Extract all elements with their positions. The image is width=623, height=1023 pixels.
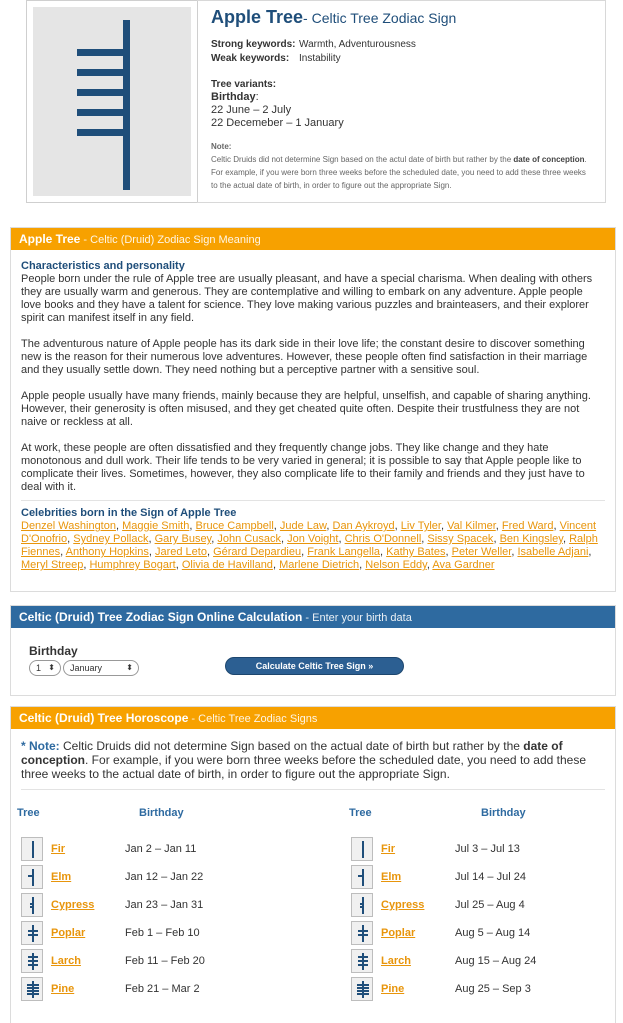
ogham-icon [351,977,373,1001]
col-tree-left: Tree [17,807,40,819]
celebrity-link[interactable]: Vincent D'Onofrio [21,520,597,545]
celebrity-link[interactable]: Sydney Pollack [73,533,149,545]
meaning-header: Apple Tree - Celtic (Druid) Zodiac Sign Meaning [11,228,615,250]
paragraph: Apple people usually have many friends, mainly because they are helpful, unselfish, and capable of sharing anything. However, their generosity is often misused, and they get cheated quite often. Despite their trustfulness they are not naive or reckless at all. [21,390,591,428]
strong-keywords: Strong keywords: Warmth, Adventurousness [211,39,416,50]
ogham-glyph-icon [33,7,191,196]
table-row [351,949,601,975]
celebrity-link[interactable]: Olivia de Havilland [181,559,273,571]
ogham-icon [21,893,43,917]
tree-link[interactable]: Larch [51,955,81,967]
tree-link[interactable]: Cypress [51,899,95,911]
day-select[interactable]: 1 ⬍ [29,660,61,676]
table-row [21,977,271,1003]
celebrities-list: Denzel Washington, Maggie Smith, Bruce Campbell, Jude Law, Dan Aykroyd, Liv Tyler, Val Kilmer, Fred Ward, Vincent D'Onofrio, Sydney Pollack, Gary Busey, John Cusack, Jon Voight, Chris O'Donnell, Sissy Spacek, Ben Kingsley, Ralph Fiennes, Anthony Hopkins, Jared Leto, Gérard Depardieu, Frank Langella, Kathy Bates, Peter Weller, Isabelle Adjani, Meryl Streep, Humphrey Bogart, Olivia de Havilland, Marlene Dietrich, Nelson Eddy, Ava Gardner [21,520,598,571]
celebrity-link[interactable]: Ava Gardner [432,559,495,571]
ogham-icon [21,977,43,1001]
tree-dates: Feb 1 – Feb 10 [125,927,200,939]
table-row [21,893,271,919]
page-title: Apple Tree- Celtic Tree Zodiac Sign [211,7,457,27]
paragraph: At work, these people are often dissatisfied and they frequently change jobs. They like change and they hate monotonous and dull work. Their life tends to be very varied in general; it is possible to say that Apple people like to complicate their lives. Sometimes, however, they also complicate life to their family and friends and they just have to deal with it. [21,442,585,493]
col-birthday-left: Birthday [139,807,184,819]
celebrity-link[interactable]: Maggie Smith [122,520,190,532]
characteristics-heading: Characteristics and personality [21,260,185,272]
ogham-icon [351,865,373,889]
celebrity-link[interactable]: Ben Kingsley [499,533,563,545]
celebrity-link[interactable]: Kathy Bates [386,546,446,558]
celebrity-link[interactable]: Anthony Hopkins [65,546,149,558]
table-row [21,949,271,975]
tree-link[interactable]: Pine [51,983,75,995]
weak-keywords: Weak keywords: Instability [211,53,341,64]
chevron-down-icon: ⬍ [48,663,55,672]
horoscope-note: * Note: Celtic Druids did not determine Sign based on the actual date of birth but rather by the date of conception. For example, if you were born three weeks before the scheduled date, you need to add these three weeks to the actual date of birth, in order to figure out the appropriate Sign. [21,739,586,781]
horoscope-panel [10,706,616,1023]
ogham-icon [351,921,373,945]
tree-link[interactable]: Fir [51,843,66,855]
tree-link[interactable]: Elm [381,871,402,883]
table-row [351,837,601,863]
note: Note: Celtic Druids did not determine Sign based on the actul date of birth but rather by the date of conception. For example, if you were born three weeks before the scheduled date, you need to add these three weeks to the actual date of birth, in order to figure out the appropriate Sign. [211,142,587,190]
chevron-down-icon: ⬍ [126,663,133,672]
tree-link[interactable]: Elm [51,871,72,883]
celebrity-link[interactable]: Chris O'Donnell [344,533,422,545]
tree-variants: Tree variants: Birthday: 22 June – 2 July 22 Decemeber – 1 January [211,79,344,129]
horoscope-header: Celtic (Druid) Tree Horoscope - Celtic Tree Zodiac Signs [11,707,615,729]
ogham-icon [21,949,43,973]
celebrity-link[interactable]: Meryl Streep [21,559,84,571]
calculation-panel [10,605,616,696]
ogham-icon [351,893,373,917]
tree-dates: Feb 11 – Feb 20 [125,955,205,967]
table-row [351,865,601,891]
calculation-header: Celtic (Druid) Tree Zodiac Sign Online Calculation - Enter your birth data [11,606,615,628]
celebrity-link[interactable]: Denzel Washington [21,520,116,532]
celebrity-link[interactable]: Gary Busey [154,533,212,545]
tree-dates: Jan 2 – Jan 11 [125,843,197,855]
celebrity-link[interactable]: Jude Law [279,520,327,532]
tree-dates: Jan 23 – Jan 31 [125,899,204,911]
ogham-icon [21,921,43,945]
col-birthday-right: Birthday [481,807,526,819]
celebrity-link[interactable]: John Cusack [217,533,281,545]
celebrity-link[interactable]: Humphrey Bogart [89,559,176,571]
meaning-panel [10,227,616,592]
celebrity-link[interactable]: Bruce Campbell [195,520,274,532]
tree-link[interactable]: Poplar [381,927,416,939]
ogham-icon [21,837,43,861]
tree-dates: Feb 21 – Mar 2 [125,983,200,995]
celebrity-link[interactable]: Val Kilmer [447,520,496,532]
tree-dates: Aug 25 – Sep 3 [455,983,531,995]
tree-dates: Jul 3 – Jul 13 [455,843,520,855]
paragraph: The adventurous nature of Apple people has its dark side in their love life; the constant desire to discover something new is the reason for their numerous love adventures. However, these people often find satisfaction in their marriage and they usually settle down. They need nothing but a perceptive partner with a sensitive soul. [21,338,588,376]
celebrity-link[interactable]: Nelson Eddy [365,559,427,571]
celebrity-link[interactable]: Gérard Depardieu [213,546,302,558]
celebrity-link[interactable]: Marlene Dietrich [279,559,360,571]
ogham-icon [21,865,43,889]
tree-link[interactable]: Pine [381,983,405,995]
birthday-label: Birthday [29,644,78,658]
sign-info [197,0,606,203]
tree-link[interactable]: Poplar [51,927,86,939]
celebrity-link[interactable]: Fred Ward [501,520,554,532]
celebrity-link[interactable]: Frank Langella [307,546,381,558]
table-row [351,893,601,919]
celebrities-heading: Celebrities born in the Sign of Apple Tree [21,507,237,519]
table-row [21,865,271,891]
tree-dates: Aug 15 – Aug 24 [455,955,537,967]
celebrity-link[interactable]: Peter Weller [451,546,512,558]
tree-link[interactable]: Cypress [381,899,425,911]
table-row [21,837,271,863]
celebrity-link[interactable]: Sissy Spacek [427,533,494,545]
calculate-button[interactable]: Calculate Celtic Tree Sign » [225,657,404,675]
ogham-icon [351,949,373,973]
paragraph: People born under the rule of Apple tree are usually pleasant, and have a special charisma. When dealing with others they are usually warm and generous. They are contemplative and willing to embark on any adventure. Apple people love books and they have a talent for science. They love making various puzzles and brainteasers, and their explorer spirit can manifest itself in any field. [21,273,593,324]
col-tree-right: Tree [349,807,372,819]
tree-dates: Jan 12 – Jan 22 [125,871,204,883]
celebrity-link[interactable]: Jared Leto [154,546,207,558]
table-row [351,977,601,1003]
month-select[interactable]: January ⬍ [63,660,139,676]
celebrity-link[interactable]: Isabelle Adjani [517,546,589,558]
sign-card [16,0,616,213]
celebrity-link[interactable]: Dan Aykroyd [332,520,395,532]
ogham-icon [351,837,373,861]
table-row [351,921,601,947]
table-row [21,921,271,947]
tree-dates: Aug 5 – Aug 14 [455,927,531,939]
tree-dates: Jul 25 – Aug 4 [455,899,525,911]
tree-link[interactable]: Larch [381,955,411,967]
celebrity-link[interactable]: Liv Tyler [400,520,441,532]
celebrity-link[interactable]: Jon Voight [287,533,339,545]
celebrity-link[interactable]: Ralph Fiennes [21,533,598,558]
tree-link[interactable]: Fir [381,843,396,855]
tree-dates: Jul 14 – Jul 24 [455,871,526,883]
ogham-image [26,0,198,203]
